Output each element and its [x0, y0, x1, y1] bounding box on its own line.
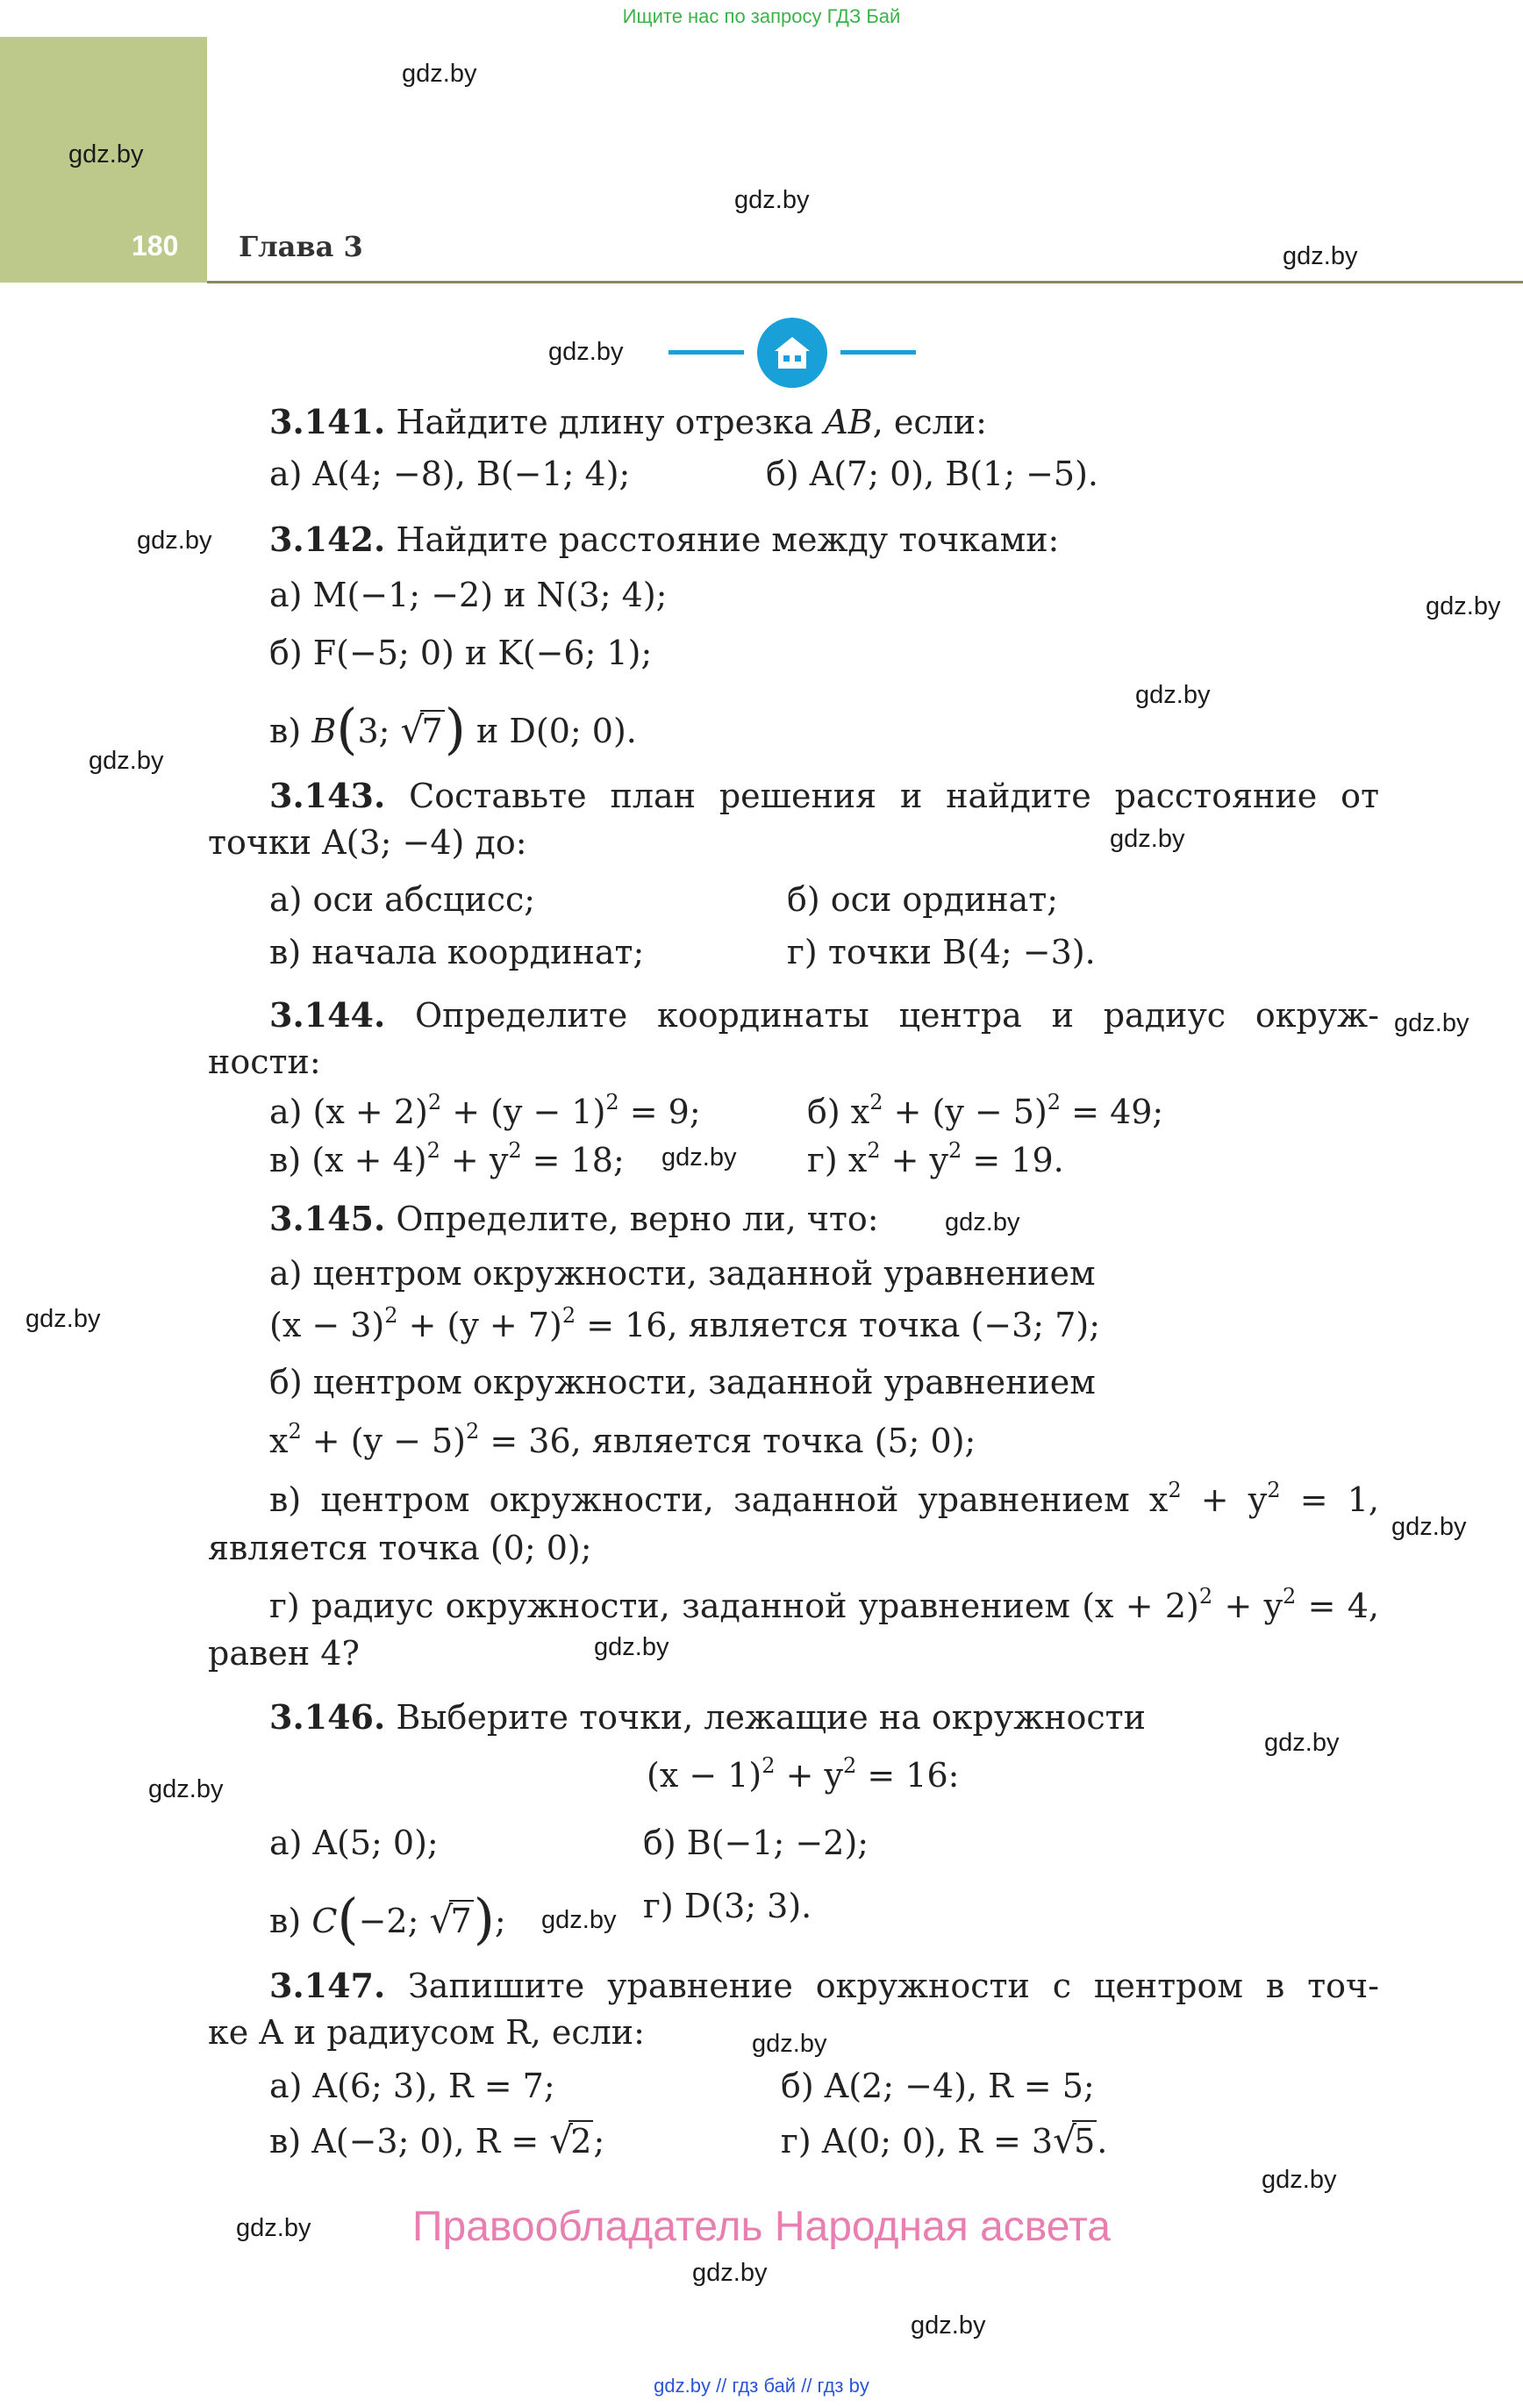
- watermark: gdz.by: [1283, 242, 1358, 270]
- copyright-owner: Правообладатель Народная асвета: [412, 2204, 1111, 2250]
- problem-3-147-a: а) A(6; 3), R = 7;: [269, 2067, 555, 2105]
- watermark: gdz.by: [1110, 825, 1185, 853]
- header-divider: [207, 281, 1523, 283]
- watermark: gdz.by: [541, 1906, 617, 1934]
- watermark: gdz.by: [548, 338, 624, 366]
- chapter-title: Глава 3: [239, 230, 363, 263]
- problem-3-143-d: г) точки B(4; −3).: [787, 933, 1096, 971]
- problem-3-146-c: в) C(−2; √ 7);: [269, 1887, 506, 1951]
- footer-links: gdz.by // гдз бай // гдз by: [654, 2375, 869, 2397]
- watermark: gdz.by: [734, 186, 810, 214]
- problem-3-142: 3.142. Найдите расстояние между точками:: [269, 520, 1060, 559]
- problem-number: 3.141.: [269, 402, 386, 441]
- problem-3-143-a: а) оси абсцисс;: [269, 880, 536, 919]
- sqrt-symbol: √ 2: [549, 2122, 593, 2161]
- top-banner: Ищите нас по запросу ГДЗ Бай: [622, 5, 901, 27]
- problem-3-143: 3.143. Составьте план решения и найдите расстояние от: [269, 776, 1379, 815]
- problem-3-141-a: а) A(4; −8), B(−1; 4);: [269, 455, 631, 493]
- problem-3-145-b-eq: $x^2 + (y - 5)^2 = 36$, является точка (5; 0);: [269, 1419, 976, 1460]
- watermark: gdz.by: [752, 2030, 827, 2058]
- watermark: gdz.by: [25, 1305, 101, 1333]
- problem-3-144-a: а) $(x + 2)^2 + (y - 1)^2 = 9$;: [269, 1090, 701, 1131]
- problem-3-144-b: б) $x^2 + (y - 5)^2 = 49$;: [807, 1090, 1164, 1131]
- problem-3-145-d-cont: равен 4?: [208, 1634, 360, 1673]
- problem-3-147-b: б) A(2; −4), R = 5;: [781, 2067, 1095, 2105]
- problem-3-145-d: г) радиус окружности, заданной уравнением $(x + 2)^2 + y^2 = 4$,: [269, 1584, 1379, 1625]
- page-number: 180: [132, 230, 179, 262]
- problem-3-147: 3.147. Запишите уравнение окружности с центром в точ-: [269, 1966, 1379, 2005]
- home-divider-right: [840, 350, 916, 355]
- problem-3-147-c: в) A(−3; 0), R = √ 2;: [269, 2122, 604, 2161]
- problem-3-142-a: а) M(−1; −2) и N(3; 4);: [269, 576, 668, 614]
- problem-3-146-b: б) B(−1; −2);: [643, 1824, 869, 1862]
- problem-3-144: 3.144. Определите координаты центра и радиус окруж-: [269, 995, 1379, 1035]
- problem-3-146: 3.146. Выберите точки, лежащие на окружности: [269, 1697, 1146, 1737]
- problem-3-147-cont: ке A и радиусом R, если:: [208, 2013, 645, 2052]
- watermark: gdz.by: [1262, 2166, 1337, 2194]
- problem-3-146-eq: $(x - 1)^2 + y^2 = 16$:: [647, 1753, 960, 1795]
- problem-3-145: 3.145. Определите, верно ли, что:: [269, 1199, 879, 1238]
- sqrt-symbol: √ 5: [1053, 2122, 1097, 2161]
- problem-3-144-cont: ности:: [208, 1043, 321, 1081]
- problem-3-146-a: а) A(5; 0);: [269, 1824, 439, 1862]
- problem-3-147-d: г) A(0; 0), R = 3√ 5.: [781, 2122, 1107, 2161]
- watermark: gdz.by: [1135, 681, 1211, 709]
- watermark: gdz.by: [1264, 1729, 1340, 1757]
- problem-3-141: 3.141. Найдите длину отрезка AB, если:: [269, 402, 987, 441]
- problem-3-145-c-cont: является точка (0; 0);: [208, 1529, 592, 1567]
- watermark: gdz.by: [1426, 592, 1501, 620]
- problem-3-143-b: б) оси ординат;: [787, 880, 1059, 919]
- watermark: gdz.by: [1394, 1009, 1469, 1037]
- watermark: gdz.by: [692, 2259, 768, 2287]
- watermark: gdz.by: [68, 140, 144, 168]
- watermark: gdz.by: [236, 2214, 311, 2242]
- watermark: gdz.by: [661, 1143, 737, 1172]
- watermark: gdz.by: [911, 2311, 986, 2340]
- problem-3-141-b: б) A(7; 0), B(1; −5).: [766, 455, 1098, 493]
- problem-3-145-a-eq: $(x - 3)^2 + (y + 7)^2 = 16$, является точка (−3; 7);: [269, 1303, 1100, 1344]
- watermark: gdz.by: [137, 527, 212, 555]
- problem-3-145-b: б) центром окружности, заданной уравнением: [269, 1363, 1096, 1401]
- watermark: gdz.by: [594, 1633, 669, 1661]
- problem-3-144-d: г) $x^2 + y^2 = 19$.: [807, 1138, 1064, 1179]
- home-divider-left: [669, 350, 744, 355]
- problem-3-143-cont: точки A(3; −4) до:: [208, 823, 527, 862]
- home-icon: [757, 318, 827, 388]
- problem-3-145-a: а) центром окружности, заданной уравнением: [269, 1254, 1096, 1293]
- watermark: gdz.by: [945, 1208, 1020, 1236]
- watermark: gdz.by: [89, 747, 164, 775]
- problem-3-143-c: в) начала координат;: [269, 933, 645, 971]
- watermark: gdz.by: [1391, 1513, 1467, 1541]
- problem-3-146-d: г) D(3; 3).: [643, 1887, 812, 1925]
- problem-3-144-c: в) $(x + 4)^2 + y^2 = 18$;: [269, 1138, 625, 1179]
- watermark: gdz.by: [402, 60, 477, 88]
- sqrt-symbol: √ 7: [401, 712, 445, 750]
- problem-3-142-b: б) F(−5; 0) и K(−6; 1);: [269, 634, 653, 672]
- watermark: gdz.by: [148, 1775, 224, 1803]
- sqrt-symbol: √ 7: [430, 1902, 474, 1940]
- problem-3-142-c: в) B(3; √ 7) и D(0; 0).: [269, 697, 637, 761]
- problem-3-145-c: в) центром окружности, заданной уравнением $x^2 + y^2 = 1$,: [269, 1478, 1379, 1519]
